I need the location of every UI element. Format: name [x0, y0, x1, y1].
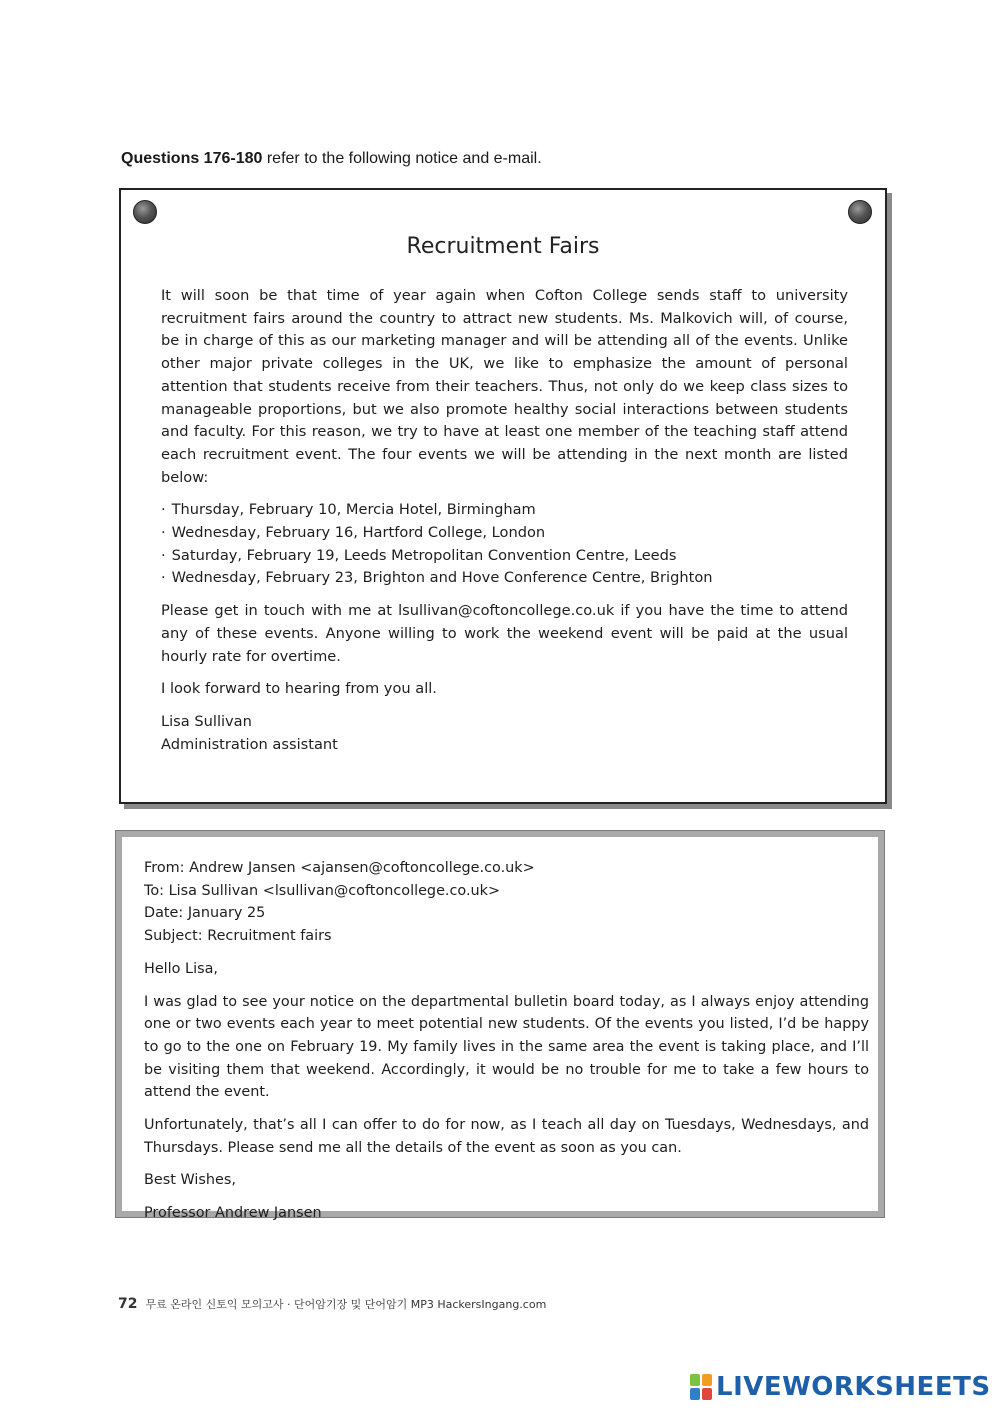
email-subject: Subject: Recruitment fairs — [144, 928, 332, 945]
email-header — [144, 857, 869, 948]
question-instruction: refer to the following notice and e-mail. — [262, 150, 542, 167]
notice-paragraph-3: I look forward to hearing from you all. — [161, 680, 437, 698]
email-box — [116, 831, 884, 1222]
email-body — [144, 857, 869, 1225]
page-footer — [118, 1296, 546, 1312]
event-text: Wednesday, February 16, Hartford College, London — [171, 524, 546, 542]
footer-text: 무료 온라인 신토익 모의고사 · 단어암기장 및 단어암기 MP3 HackersIngang.com — [145, 1298, 547, 1311]
email-date: Date: January 25 — [144, 905, 266, 922]
event-item — [161, 522, 848, 545]
pushpin-icon — [133, 200, 157, 224]
pushpin-icon — [848, 200, 872, 224]
question-range: Questions 176-180 — [121, 150, 263, 167]
event-text: Wednesday, February 23, Brighton and Hove Conference Centre, Brighton — [171, 569, 713, 587]
liveworksheets-icon — [690, 1374, 712, 1400]
email-from: From: Andrew Jansen <ajansen@coftoncollege.co.uk> — [144, 860, 535, 876]
event-item — [161, 499, 848, 522]
brand-name: LIVEWORKSHEETS — [716, 1372, 991, 1402]
signature-name: Lisa Sullivan — [161, 712, 252, 730]
email-paragraph-1: I was glad to see your notice on the departmental bulletin board today, as I always enjoy attending one or two events each year to meet potential new students. Of the events you listed, I’d be happy to go to the one on February 19. My family lives in the same area the event is taking place, and I’ll be visiting them that weekend. Accordingly, it would be no trouble for me to take a few hours to attend the event. — [144, 993, 869, 1101]
notice-paragraph-1: It will soon be that time of year again when Cofton College sends staff to university recruitment fairs around the country to attract new students. Ms. Malkovich will, of course, be in charge of this as our marketing manager and will be attending all of the events. Unlike other major private colleges in the UK, we like to emphasize the amount of personal attention that students receive from their teachers. Thus, not only do we keep class sizes to manageable proportions, but we also promote healthy social interactions between students and faculty. For this reason, we try to have at least one member of the teaching staff attend each recruitment event. The four events we will be attending in the next month are listed below: — [161, 287, 848, 486]
email-paragraph-2: Unfortunately, that’s all I can offer to do for now, as I teach all day on Tuesdays, Wednesdays, and Thursdays. Please send me all the details of the event as soon as you can. — [144, 1117, 869, 1156]
event-list — [161, 499, 848, 590]
notice-box — [119, 188, 887, 804]
email-greeting: Hello Lisa, — [144, 960, 218, 977]
event-item — [161, 567, 848, 590]
question-header — [121, 150, 542, 168]
notice-title: Recruitment Fairs — [406, 234, 600, 259]
email-closing: Best Wishes, — [144, 1172, 236, 1189]
email-sender: Professor Andrew Jansen — [144, 1205, 322, 1222]
notice-paragraph-2: Please get in touch with me at lsullivan@coftoncollege.co.uk if you have the time to attend any of these events. Anyone willing to work the weekend event will be paid at the usual hourly rate for overtime. — [161, 602, 848, 665]
signature-title: Administration assistant — [161, 735, 338, 753]
event-text: Saturday, February 19, Leeds Metropolitan Convention Centre, Leeds — [171, 546, 677, 564]
event-item — [161, 545, 848, 568]
bullet: · — [161, 546, 166, 564]
bullet: · — [161, 501, 166, 519]
liveworksheets-logo — [690, 1372, 991, 1402]
page-number: 72 — [118, 1296, 138, 1312]
bullet: · — [161, 569, 166, 587]
notice-body — [161, 285, 848, 756]
bullet: · — [161, 524, 166, 542]
event-text: Thursday, February 10, Mercia Hotel, Birmingham — [171, 501, 536, 519]
email-to: To: Lisa Sullivan <lsullivan@coftoncollege.co.uk> — [144, 882, 501, 899]
